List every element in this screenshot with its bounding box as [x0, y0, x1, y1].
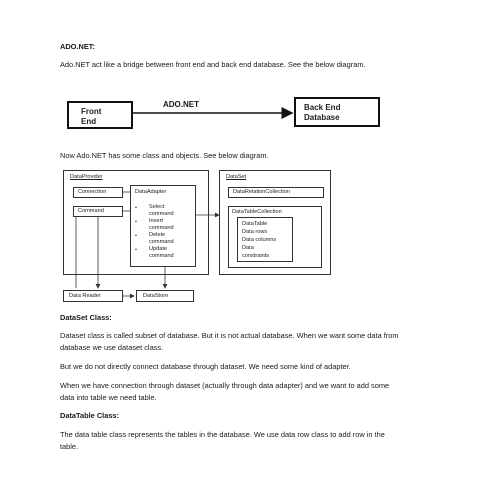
adapter-item-insert-2: command [149, 225, 174, 231]
back-end-label-2: Database [304, 113, 340, 122]
datastore-label: DataStore [143, 293, 169, 299]
paragraph-datatable-1b: table. [60, 442, 79, 451]
bullet-icon: • [135, 205, 137, 211]
adapter-item-delete-1: Delete [149, 232, 166, 238]
paragraph-dataset-3b: data into table we need table. [60, 393, 157, 402]
paragraph-dataset-1a: Dataset class is called subset of database. But it is not actual database. When we want some data from [60, 331, 399, 340]
dataset-title: DataSet [226, 174, 247, 180]
datarelationcollection-label: DataRelationCollection [233, 189, 290, 195]
dataadapter-title: DataAdapter [135, 189, 167, 195]
connection-label: Connection [78, 189, 107, 195]
adonet-arrow-label: ADO.NET [163, 100, 199, 109]
datatable-line-4: Data [242, 245, 254, 251]
paragraph-dataset-3a: When we have connection through dataset (actually through data adapter) and we want to add some [60, 381, 390, 390]
adapter-item-insert-1: Insert [149, 218, 163, 224]
adapter-item-select-1: Select [149, 204, 165, 210]
back-end-label-1: Back End [304, 103, 341, 112]
heading-adonet: ADO.NET: [60, 42, 95, 51]
adapter-item-select-2: command [149, 211, 174, 217]
paragraph-dataset-1b: database we use dataset class. [60, 343, 164, 352]
datatablecollection-label: DataTableCollection [232, 209, 282, 215]
paragraph-classes: Now Ado.NET has some class and objects. See below diagram. [60, 151, 269, 160]
datatable-line-5: constraints [242, 253, 270, 259]
heading-datatable-class: DataTable Class: [60, 411, 120, 420]
heading-dataset-class: DataSet Class: [60, 313, 112, 322]
bullet-icon: • [135, 247, 137, 253]
dataprovider-title: DataProvider [70, 174, 103, 180]
command-label: Command [78, 208, 104, 214]
datatable-line-1: DataTable [242, 221, 268, 227]
paragraph-datatable-1a: The data table class represents the tables in the database. We use data row class to add row in the [60, 430, 385, 439]
adapter-item-delete-2: command [149, 239, 174, 245]
datatable-line-3: Data columns [242, 237, 277, 243]
bullet-icon: • [135, 233, 137, 239]
paragraph-bridge: Ado.NET act like a bridge between front end and back end database. See the below diagram. [60, 60, 366, 69]
paragraph-dataset-2: But we do not directly connect database through dataset. We need some kind of adapter. [60, 362, 351, 371]
datareader-label: Data Reader [69, 293, 101, 299]
front-end-label-1: Front [81, 107, 102, 116]
adapter-item-update-2: command [149, 253, 174, 259]
front-end-label-2: End [81, 117, 97, 126]
bullet-icon: • [135, 219, 137, 225]
datatable-line-2: Data rows [242, 229, 268, 235]
adapter-item-update-1: Update [149, 246, 168, 252]
